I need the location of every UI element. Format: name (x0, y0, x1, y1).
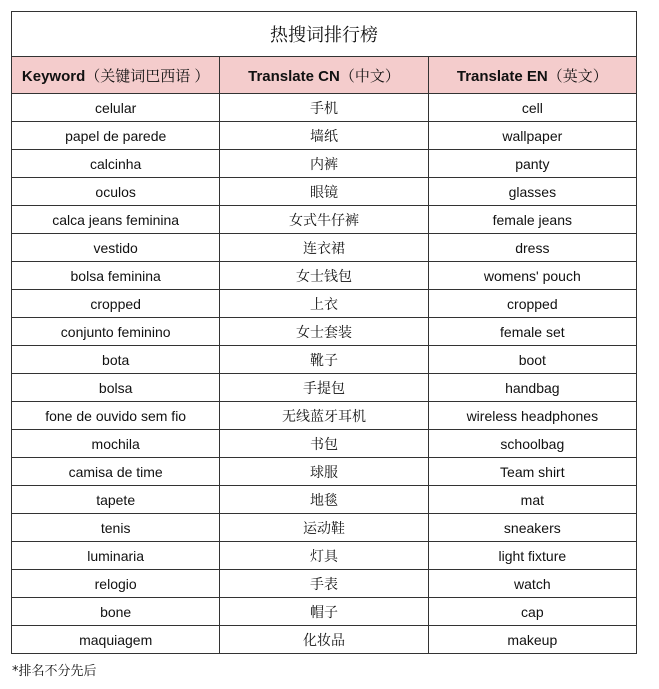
cell-keyword: papel de parede (12, 122, 220, 150)
footnote: *排名不分先后 (12, 664, 97, 679)
table-row (12, 514, 637, 542)
cell-cn: 内裤 (220, 150, 428, 178)
table-row (12, 234, 637, 262)
table-row (12, 402, 637, 430)
cell-en: female set (428, 318, 636, 346)
cell-keyword: fone de ouvido sem fio (12, 402, 220, 430)
cell-en: glasses (428, 178, 636, 206)
table-row (12, 430, 637, 458)
cell-cn: 手机 (220, 94, 428, 122)
cell-cn: 手提包 (220, 374, 428, 402)
cell-cn: 球服 (220, 458, 428, 486)
table-row (12, 262, 637, 290)
cell-keyword: tenis (12, 514, 220, 542)
cell-cn: 女式牛仔裤 (220, 206, 428, 234)
cell-cn: 帽子 (220, 598, 428, 626)
cell-cn: 灯具 (220, 542, 428, 570)
cell-en: dress (428, 234, 636, 262)
header-translate-cn-en: Translate CN (248, 67, 340, 85)
cell-en: makeup (428, 626, 636, 654)
cell-en: cell (428, 94, 636, 122)
cell-cn: 地毯 (220, 486, 428, 514)
cell-cn: 化妆品 (220, 626, 428, 654)
hot-search-table (11, 11, 637, 654)
table-row (12, 458, 637, 486)
cell-en: wireless headphones (428, 402, 636, 430)
cell-cn: 连衣裙 (220, 234, 428, 262)
cell-cn: 女士套装 (220, 318, 428, 346)
header-translate-en-en: Translate EN (456, 67, 548, 85)
table-row (12, 346, 637, 374)
header-keyword (12, 57, 220, 94)
cell-keyword: cropped (12, 290, 220, 318)
table-row (12, 290, 637, 318)
cell-keyword: camisa de time (12, 458, 220, 486)
header-translate-cn (220, 57, 428, 94)
cell-en: cropped (428, 290, 636, 318)
cell-keyword: relogio (12, 570, 220, 598)
cell-keyword: vestido (12, 234, 220, 262)
cell-keyword: maquiagem (12, 626, 220, 654)
table-row (12, 318, 637, 346)
header-translate-cn-cn: （中文） (339, 67, 400, 85)
cell-en: female jeans (428, 206, 636, 234)
table-row (12, 122, 637, 150)
cell-cn: 眼镜 (220, 178, 428, 206)
cell-cn: 运动鞋 (220, 514, 428, 542)
table-row (12, 570, 637, 598)
cell-keyword: mochila (12, 430, 220, 458)
cell-keyword: conjunto feminino (12, 318, 220, 346)
cell-cn: 无线蓝牙耳机 (220, 402, 428, 430)
header-row (12, 57, 637, 94)
cell-cn: 书包 (220, 430, 428, 458)
cell-keyword: oculos (12, 178, 220, 206)
cell-keyword: tapete (12, 486, 220, 514)
hot-search-table-container (11, 11, 637, 654)
cell-keyword: bota (12, 346, 220, 374)
cell-en: sneakers (428, 514, 636, 542)
header-translate-en (428, 57, 636, 94)
table-row (12, 150, 637, 178)
cell-keyword: bolsa (12, 374, 220, 402)
table-row (12, 374, 637, 402)
cell-keyword: bone (12, 598, 220, 626)
table-row (12, 542, 637, 570)
header-translate-en-cn: （英文） (547, 67, 608, 85)
cell-keyword: calcinha (12, 150, 220, 178)
cell-cn: 墙纸 (220, 122, 428, 150)
cell-en: handbag (428, 374, 636, 402)
cell-en: light fixture (428, 542, 636, 570)
table-row (12, 206, 637, 234)
cell-en: wallpaper (428, 122, 636, 150)
table-row (12, 486, 637, 514)
title-row (12, 12, 637, 57)
table-title: 热搜词排行榜 (12, 12, 637, 57)
cell-en: mat (428, 486, 636, 514)
cell-en: schoolbag (428, 430, 636, 458)
cell-cn: 上衣 (220, 290, 428, 318)
cell-keyword: calca jeans feminina (12, 206, 220, 234)
cell-en: panty (428, 150, 636, 178)
cell-en: womens' pouch (428, 262, 636, 290)
table-row (12, 598, 637, 626)
cell-keyword: celular (12, 94, 220, 122)
header-keyword-cn: （关键词巴西语 ） (85, 67, 210, 85)
header-keyword-en: Keyword (21, 67, 86, 85)
table-row (12, 626, 637, 654)
cell-cn: 手表 (220, 570, 428, 598)
cell-keyword: luminaria (12, 542, 220, 570)
cell-en: Team shirt (428, 458, 636, 486)
cell-cn: 女士钱包 (220, 262, 428, 290)
table-row (12, 94, 637, 122)
cell-en: boot (428, 346, 636, 374)
cell-cn: 靴子 (220, 346, 428, 374)
cell-en: watch (428, 570, 636, 598)
table-row (12, 178, 637, 206)
cell-keyword: bolsa feminina (12, 262, 220, 290)
cell-en: cap (428, 598, 636, 626)
